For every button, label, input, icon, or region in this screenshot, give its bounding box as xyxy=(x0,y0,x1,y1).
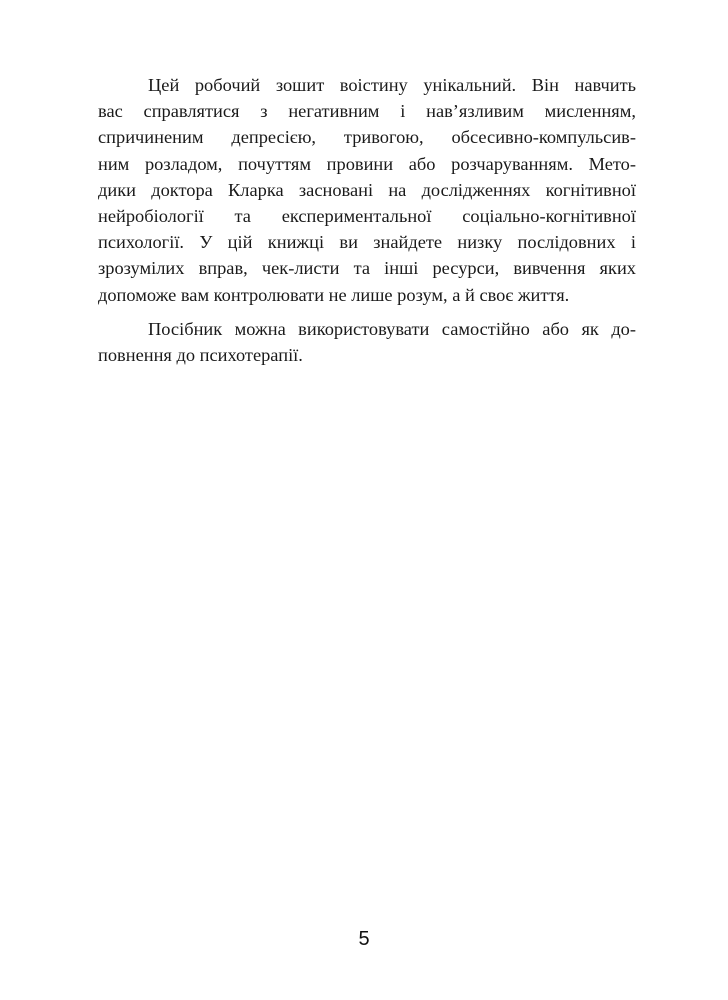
text-line: ним розладом, почуттям провини або розчаруванням. Мето- xyxy=(98,153,636,174)
text-line: спричиненим депресією, тривогою, обсесивно-компульсив- xyxy=(98,127,636,148)
text-line: Посібник можна використовувати самостійно або як до- xyxy=(148,318,636,339)
text-line: вас справлятися з негативним і нав’язливим мисленням, xyxy=(98,101,636,122)
paragraph-2 xyxy=(98,316,636,368)
text-line: допоможе вам контролювати не лише розум, а й своє життя. xyxy=(98,284,570,305)
text-line: зрозумілих вправ, чек-листи та інші ресурси, вивчення яких xyxy=(98,258,636,279)
paragraph-1 xyxy=(98,72,636,308)
body-text xyxy=(98,72,636,368)
text-line: повнення до психотерапії. xyxy=(98,344,303,365)
text-line: психології. У цій книжці ви знайдете низку послідовних і xyxy=(98,232,636,253)
page-number: 5 xyxy=(358,928,370,950)
text-line: дики доктора Кларка засновані на дослідженнях когнітивної xyxy=(98,179,636,200)
text-line: нейробіології та експериментальної соціально-когнітивної xyxy=(98,205,636,226)
paragraph-spacing xyxy=(98,308,636,316)
text-line: Цей робочий зошит воістину унікальний. Він навчить xyxy=(148,75,636,95)
